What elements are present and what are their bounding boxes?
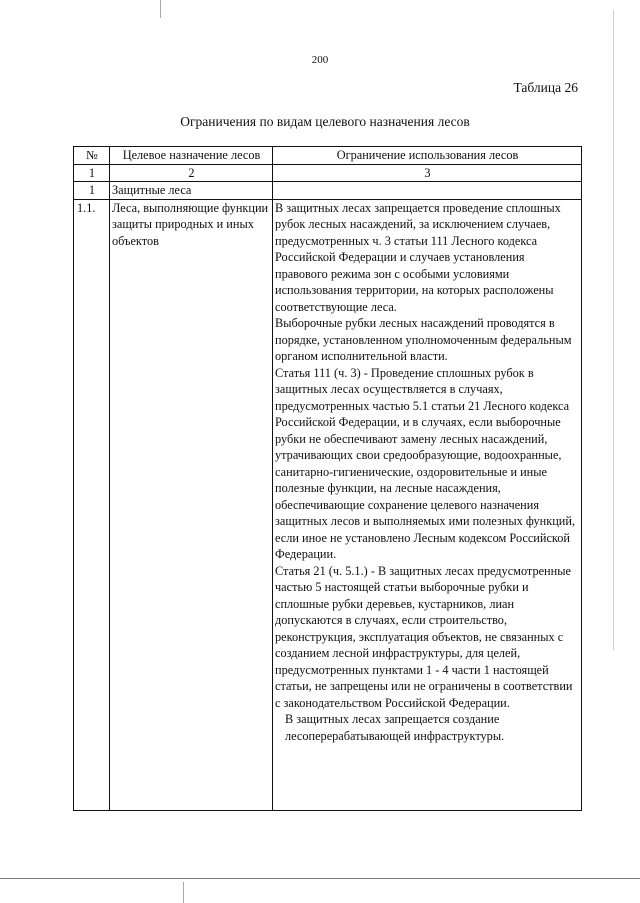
- column-number-1: 1: [74, 164, 110, 182]
- column-number-3: 3: [273, 164, 582, 182]
- page-number: 200: [311, 54, 329, 66]
- header-restriction: Ограничение использования лесов: [273, 147, 582, 165]
- restriction-paragraph: Статья 111 (ч. 3) - Проведение сплошных рубок в защитных лесах осуществляется в случаях, предусмотренных частью 5.1 статьи 21 Лесного кодекса Российской Федерации, и в случаях, если выборочные рубки не обеспечивают замену лесных насаждений, утрачивающих свои средообразующие, водоохранные, санитарно-гигиенические, оздоровительные и иные полезные функции, на лесные насаждения, обеспечивающие сохранение целевого назначения защитных лесов и выполняемых ими полезных функций, если иное не установлено Лесным кодексом Российской Федерации.: [275, 365, 576, 561]
- section-row: [74, 182, 582, 200]
- header-number: №: [74, 147, 110, 165]
- row-restriction: [273, 199, 582, 810]
- column-number-2: 2: [110, 164, 273, 182]
- scan-line-bottom: [0, 878, 640, 879]
- restriction-paragraph: Статья 21 (ч. 5.1.) - В защитных лесах предусмотренные частью 5 настоящей статьи выборочные рубки и сплошные рубки деревьев, кустарников, лиан допускаются в случаях, если строительство, реконструкция, эксплуатация объектов, не связанных с созданием лесной инфраструктуры, для целей, предусмотренных пунктами 1 - 4 части 1 настоящей статьи, не запрещены или не ограничены в соответствии с законодательством Российской Федерации.: [275, 563, 573, 710]
- table-label: Таблица 26: [513, 80, 578, 95]
- restriction-paragraph: В защитных лесах запрещается проведение сплошных рубок лесных насаждений, за исключением случаев, предусмотренных ч. 3 статьи 111 Лесного кодекса Российской Федерации и случаев установления правового режима зон с особыми условиями использования территории, на которых расположены соответствующие леса.: [275, 200, 561, 314]
- header-row: [74, 147, 582, 165]
- row-purpose: Леса, выполняющие функции защиты природных и иных объектов: [110, 199, 273, 810]
- section-label: Защитные леса: [110, 182, 273, 200]
- restrictions-table: [73, 146, 582, 811]
- table-row: [74, 199, 582, 810]
- restriction-paragraph: В защитных лесах запрещается создание лесоперерабатывающей инфраструктуры.: [285, 712, 505, 743]
- scan-mark-top: [160, 0, 161, 18]
- column-number-row: [74, 164, 582, 182]
- scan-edge-right: [613, 10, 614, 650]
- table-title: Ограничения по видам целевого назначения лесов: [180, 114, 470, 129]
- header-purpose: Целевое назначение лесов: [110, 147, 273, 165]
- scan-mark-bottom: [183, 882, 184, 903]
- section-number: 1: [74, 182, 110, 200]
- row-number: 1.1.: [74, 199, 110, 810]
- restriction-paragraph: Выборочные рубки лесных насаждений проводятся в порядке, установленном уполномоченным федеральным органом исполнительной власти.: [275, 316, 572, 363]
- section-empty-cell: [273, 182, 582, 200]
